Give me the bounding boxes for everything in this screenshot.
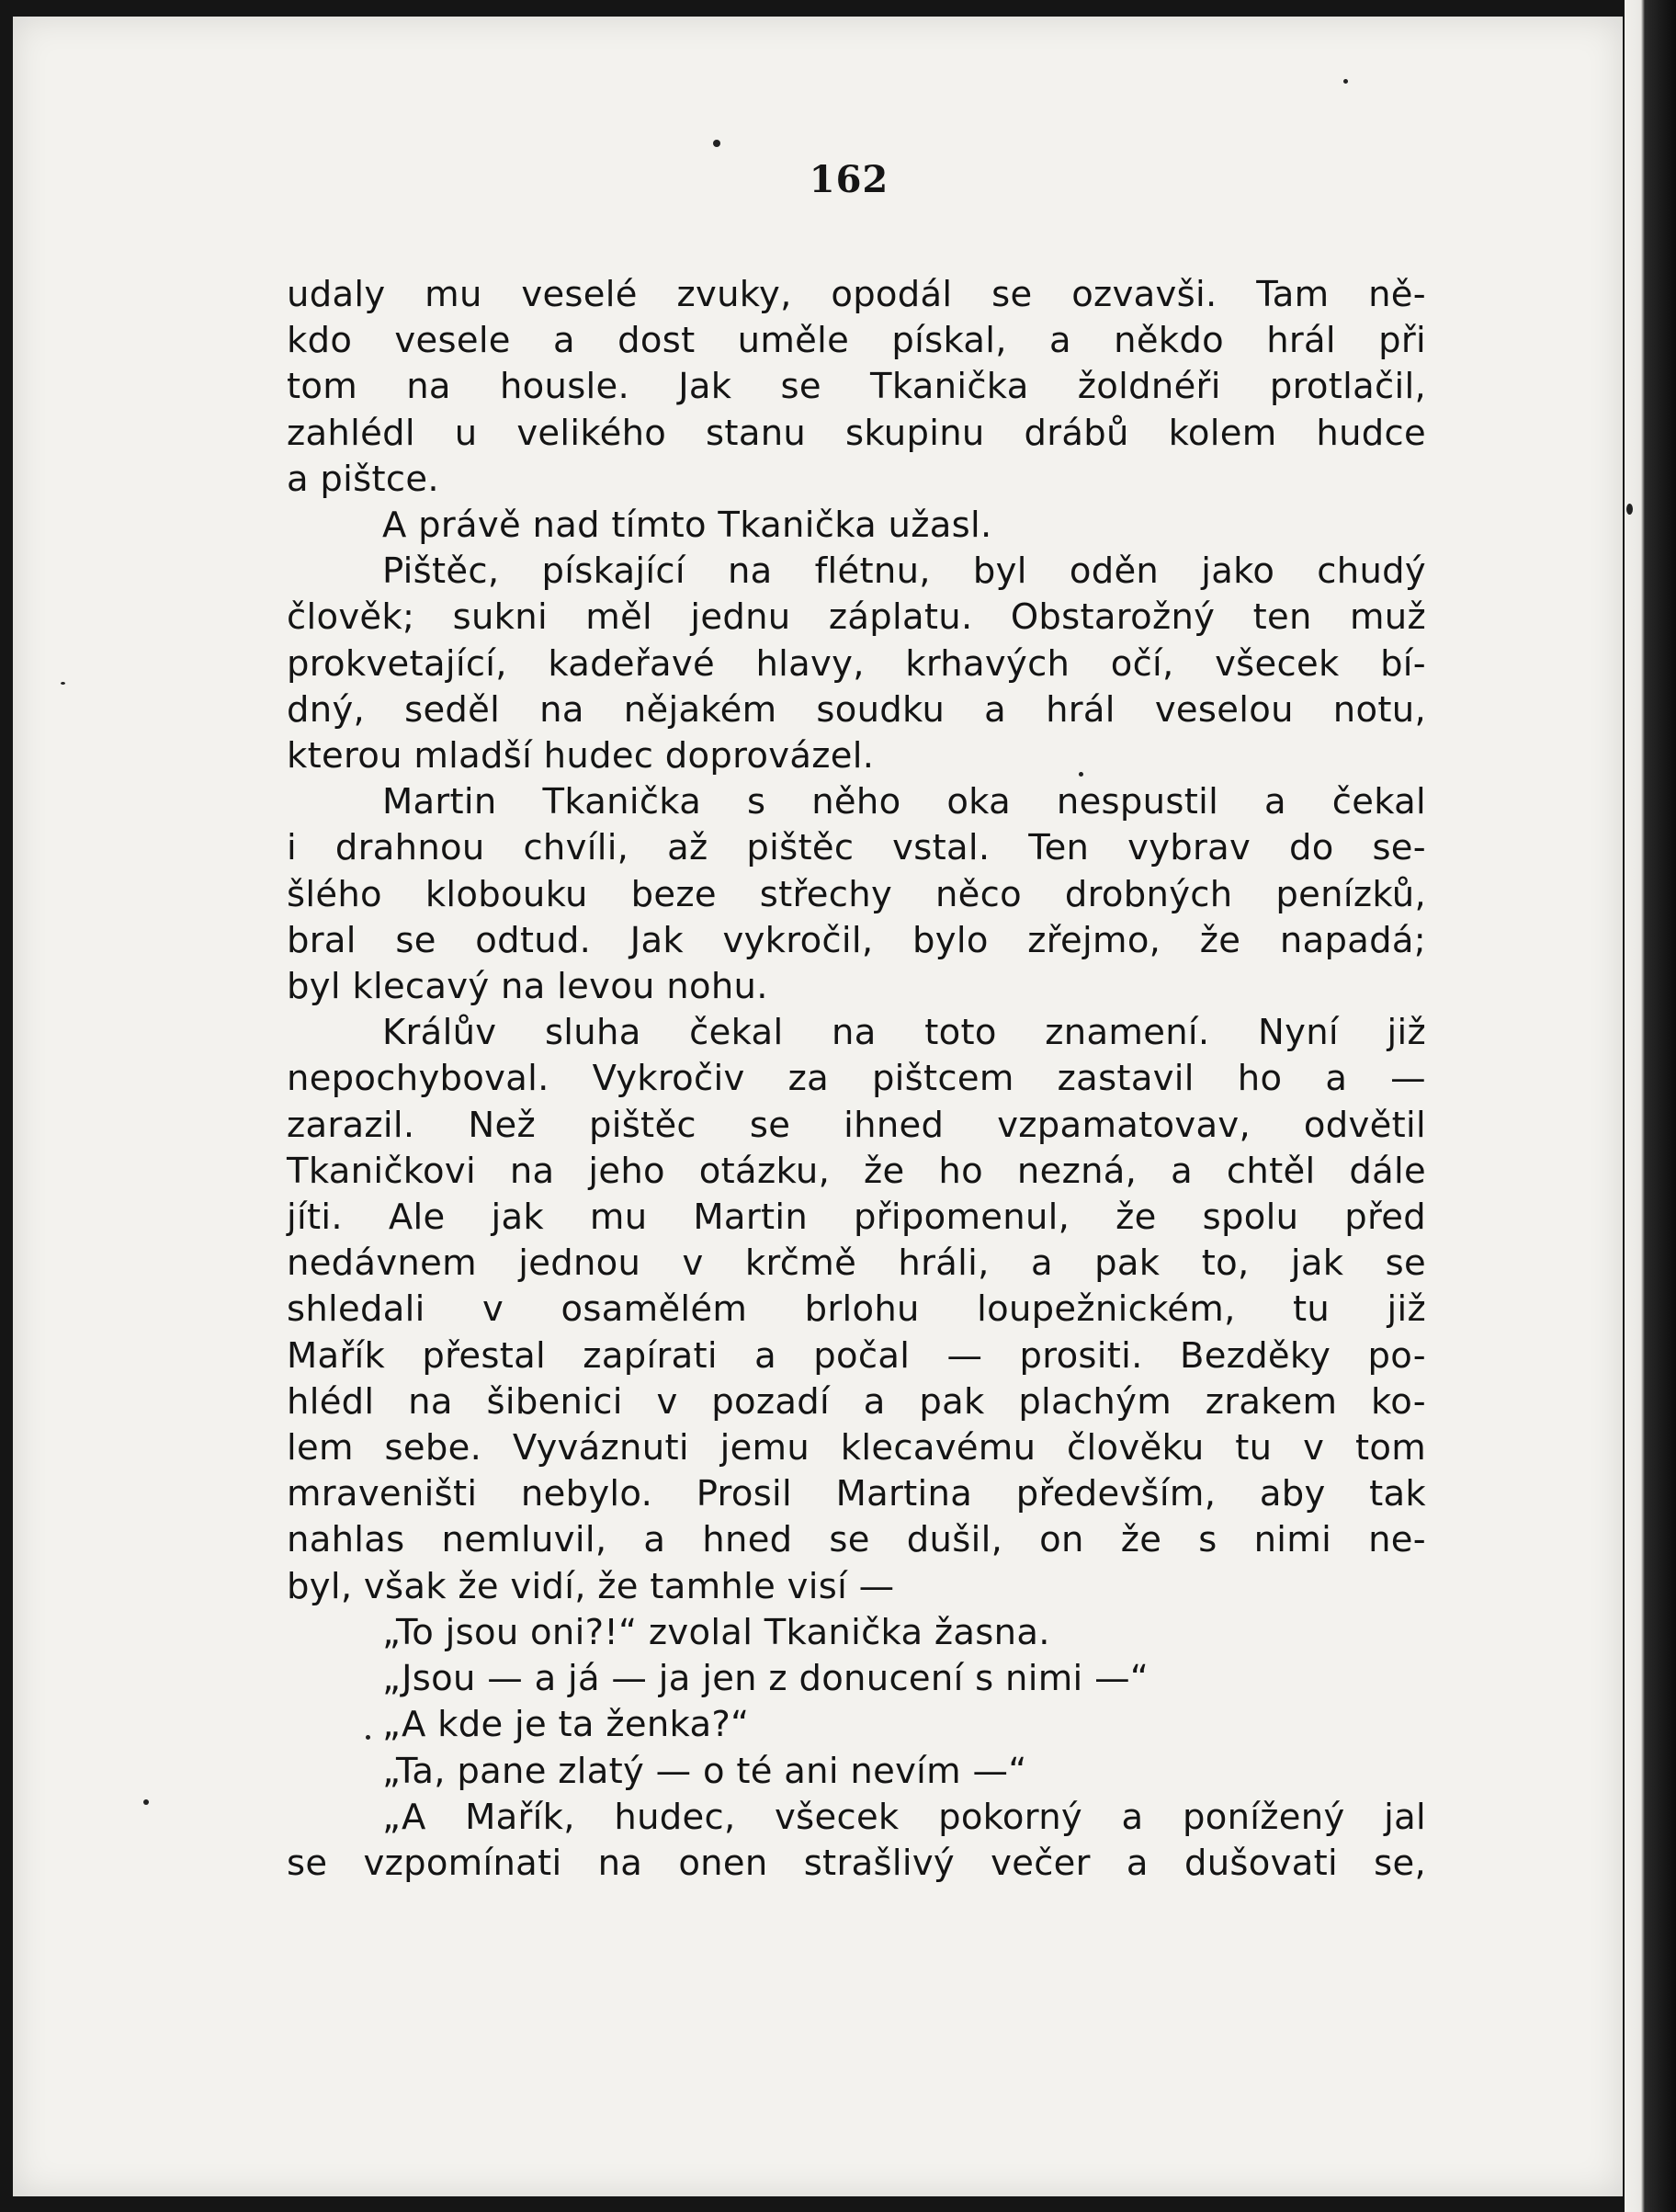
text-line: nepochyboval. Vykročiv za pištcem zastavil ho a — <box>287 1058 1426 1100</box>
text-line: zahlédl u velikého stanu skupinu drábů kolem hudce <box>287 412 1426 454</box>
scan-speck <box>713 140 720 147</box>
text-line: zarazil. Než pištěc se ihned vzpamatovav, odvětil <box>287 1104 1426 1146</box>
text-line: bral se odtud. Jak vykročil, bylo zřejmo, že napadá; <box>287 919 1426 961</box>
text-line: „A kde je ta ženka?“ <box>382 1704 750 1746</box>
text-line: „A Mařík, hudec, všecek pokorný a ponížený jal <box>382 1796 1426 1838</box>
scan-speck <box>61 682 65 685</box>
text-line: Pištěc, pískající na flétnu, byl oděn jako chudý <box>382 550 1426 593</box>
text-line: mraveništi nebylo. Prosil Martina především, aby tak <box>287 1473 1426 1515</box>
text-line: byl klecavý na levou nohu. <box>287 966 768 1008</box>
scan-speck <box>1626 504 1633 515</box>
text-line: kdo vesele a dost uměle pískal, a někdo hrál při <box>287 320 1426 362</box>
text-line: lem sebe. Vyváznuti jemu klecavému člověku tu v tom <box>287 1427 1426 1469</box>
text-line: nahlas nemluvil, a hned se dušil, on že s nimi ne- <box>287 1519 1426 1561</box>
text-line: se vzpomínati na onen strašlivý večer a dušovati se, <box>287 1842 1426 1884</box>
page-number: 162 <box>809 158 889 201</box>
text-line: „To jsou oni?!“ zvolal Tkanička žasna. <box>382 1611 1050 1653</box>
text-line: jíti. Ale jak mu Martin připomenul, že spolu před <box>287 1197 1426 1239</box>
text-line: „Ta, pane zlatý — o té ani nevím —“ <box>382 1750 1027 1792</box>
text-line: Mařík přestal zapírati a počal — prositi. Bezděky po- <box>287 1334 1426 1377</box>
scan-speck <box>1343 79 1348 84</box>
text-line: člověk; sukni měl jednu záplatu. Obstarožný ten muž <box>287 596 1426 639</box>
text-line: Martin Tkanička s něho oka nespustil a čekal <box>382 781 1426 823</box>
text-line: prokvetající, kadeřavé hlavy, krhavých očí, všecek bí- <box>287 642 1426 685</box>
text-line: a pištce. <box>287 458 439 500</box>
text-line: Tkaničkovi na jeho otázku, že ho nezná, a chtěl dále <box>287 1150 1426 1192</box>
page-edge-shadow <box>1625 0 1676 2212</box>
text-line: nedávnem jednou v krčmě hráli, a pak to, jak se <box>287 1242 1426 1285</box>
text-line: Králův sluha čekal na toto znamení. Nyní již <box>382 1012 1426 1054</box>
text-line: šlého klobouku beze střechy něco drobných penízků, <box>287 873 1426 915</box>
text-line: shledali v osamělém brlohu loupežnickém, tu již <box>287 1288 1426 1331</box>
text-line: dný, seděl na nějakém soudku a hrál veselou notu, <box>287 688 1426 731</box>
text-line: byl, však že vidí, že tamhle visí — <box>287 1565 895 1607</box>
scan-speck <box>143 1799 149 1805</box>
text-line: i drahnou chvíli, až pištěc vstal. Ten vybrav do se- <box>287 827 1426 869</box>
text-line: hlédl na šibenici v pozadí a pak plachým zrakem ko- <box>287 1380 1426 1423</box>
body-text <box>287 272 1426 1887</box>
text-line: „Jsou — a já — ja jen z donucení s nimi —“ <box>382 1658 1149 1700</box>
text-line: tom na housle. Jak se Tkanička žoldnéři protlačil, <box>287 366 1426 408</box>
text-line: kterou mladší hudec doprovázel. <box>287 735 875 777</box>
text-line: udaly mu veselé zvuky, opodál se ozvavši. Tam ně- <box>287 274 1426 315</box>
text-line: A právě nad tímto Tkanička užasl. <box>382 505 992 547</box>
